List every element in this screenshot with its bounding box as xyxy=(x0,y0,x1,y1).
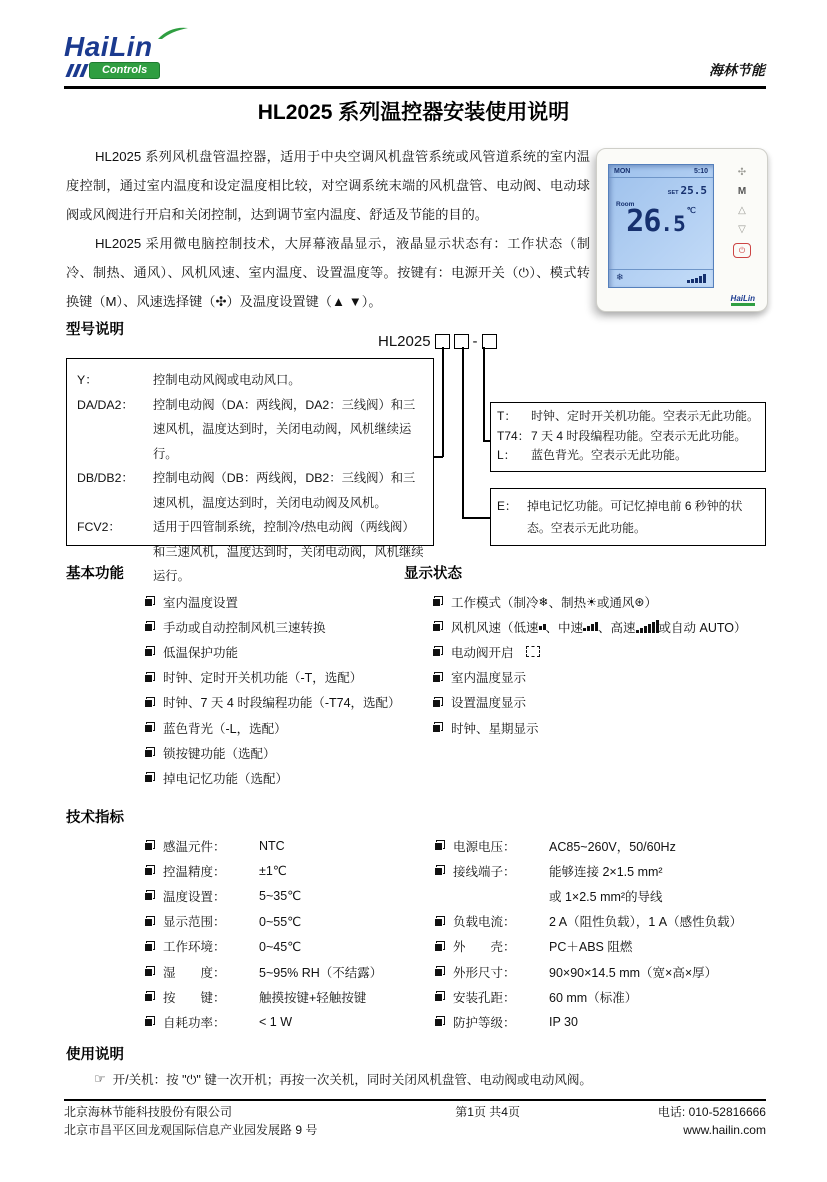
sun-icon: ☀ xyxy=(586,594,597,609)
up-button-icon: △ xyxy=(738,205,746,216)
lcd-status-row xyxy=(609,269,713,287)
spec-row xyxy=(434,934,742,959)
model-item xyxy=(497,446,759,466)
fan-speed-bars-icon xyxy=(687,274,706,283)
spec-value: 5~35℃ xyxy=(259,889,302,904)
list-item-text: 设置温度显示 xyxy=(451,696,527,711)
pointing-hand-icon: ☞ xyxy=(94,1071,106,1086)
model-item-label: Y： xyxy=(77,373,98,387)
list-item xyxy=(144,589,401,614)
spec-value: 90×90×14.5 mm（宽×高×厚） xyxy=(549,965,718,980)
mode-text: 、制热 xyxy=(548,595,587,610)
model-heading: 型号说明 xyxy=(66,322,124,338)
square-bullet-icon xyxy=(432,672,443,683)
connector-line xyxy=(483,347,485,441)
square-bullet-icon xyxy=(432,697,443,708)
spec-value: 或 1×2.5 mm²的导线 xyxy=(549,889,663,904)
spec-value: AC85~260V，50/60Hz xyxy=(549,839,676,854)
list-item-text: 时钟、定时开关机功能（-T，选配） xyxy=(163,671,363,686)
device-brand-bar xyxy=(731,303,755,306)
spec-label: 外形尺寸： xyxy=(453,965,516,980)
model-item xyxy=(77,393,425,467)
list-item xyxy=(432,639,747,664)
spec-label: 控温精度： xyxy=(163,864,226,879)
list-item xyxy=(432,690,747,715)
brand-cn-text: 海林节能 xyxy=(709,62,765,78)
device-brand-logo xyxy=(731,295,755,306)
spec-row xyxy=(434,984,742,1009)
list-item-text: 锁按键功能（选配） xyxy=(163,746,276,761)
list-item-text: 掉电记忆功能（选配） xyxy=(163,771,289,786)
model-item-text: 时钟、定时开关机功能。空表示无此功能。 xyxy=(531,409,760,423)
model-item xyxy=(77,515,425,589)
model-code-text: HL2025 xyxy=(378,333,431,350)
mode-text: ） xyxy=(644,595,657,610)
footer-company: 北京海林节能科技股份有限公司 xyxy=(64,1105,233,1119)
spec-row xyxy=(144,909,382,934)
leaf-icon xyxy=(156,26,190,40)
lcd-time: 5:10 xyxy=(693,168,708,175)
mode-text: 或通风 xyxy=(596,595,635,610)
spec-value: IP 30 xyxy=(549,1014,578,1029)
intro-para-2: HL2025 采用微电脑控制技术，大屏幕液晶显示，液晶显示状态有：工作状态（制冷、制热、通风）、风机风速、室内温度、设置温度等。按键有：电源开关（⏻）、模式转换键（M）、风速选择键（✣）及温度设置键（▲ ▼）。 xyxy=(66,236,590,309)
specs-right-list xyxy=(434,833,742,1035)
specs-left-list xyxy=(144,833,382,1035)
square-bullet-icon xyxy=(434,916,445,927)
intro-para-1: HL2025 系列风机盘管温控器，适用于中央空调风机盘管系统或风管道系统的室内温度控制，通过室内温度和设定温度相比较，对空调系统末端的风机盘管、电动阀、电动球阀或风阀进行开启和关闭控制，达到调节室内温度、舒适及节能的目的。 xyxy=(66,149,590,222)
lcd-temp-int: 26 xyxy=(626,204,661,239)
power-button xyxy=(733,243,751,258)
fan-button-icon: ✣ xyxy=(737,167,747,178)
specs-heading: 技术指标 xyxy=(66,810,124,826)
square-bullet-icon xyxy=(432,722,443,733)
spec-row xyxy=(144,984,382,1009)
model-item-label: FCV2： xyxy=(77,520,121,534)
list-item-text: 蓝色背光（-L，选配） xyxy=(163,721,287,736)
footer-website: www.hailin.com xyxy=(683,1122,766,1137)
model-item xyxy=(497,495,759,539)
lcd-set-value: 25.5 xyxy=(680,184,707,197)
list-item xyxy=(144,715,401,740)
spec-row xyxy=(144,833,382,858)
fan-text: 风机风速（低速 xyxy=(451,620,539,635)
model-code xyxy=(378,333,497,350)
spec-value: PC＋ABS 阻燃 xyxy=(549,940,633,955)
square-bullet-icon xyxy=(434,840,445,851)
square-bullet-icon xyxy=(144,890,155,901)
spec-value: 能够连接 2×1.5 mm² xyxy=(549,864,663,879)
device-brand-text: HaiLin xyxy=(730,294,755,303)
spec-row xyxy=(144,1009,382,1034)
spec-row xyxy=(434,1009,742,1034)
usage-item xyxy=(94,1070,592,1088)
spec-value: ±1℃ xyxy=(259,864,287,879)
basic-list xyxy=(144,589,401,791)
lcd-day: MON xyxy=(614,168,631,175)
square-bullet-icon xyxy=(432,596,443,607)
spec-value: 5~95% RH（不结露） xyxy=(259,965,383,980)
footer-phone: 电话: 010-52816666 xyxy=(657,1105,766,1119)
spec-label: 显示范围： xyxy=(163,915,226,930)
footer xyxy=(64,1104,766,1139)
spec-label: 外 壳： xyxy=(453,940,516,955)
list-item xyxy=(144,639,401,664)
fan-speed-mid-icon xyxy=(583,622,598,631)
square-bullet-icon xyxy=(144,991,155,1002)
list-item-text: 室内温度设置 xyxy=(163,595,239,610)
usage-item-text: 开/关机：按 "⏻" 键一次开机；再按一次关机，同时关闭风机盘管、电动阀或电动风阀。 xyxy=(112,1073,592,1087)
footer-rule xyxy=(64,1099,766,1101)
lcd-top-row xyxy=(609,165,713,178)
model-item-label: L： xyxy=(497,448,516,462)
model-box-t xyxy=(490,402,766,472)
lcd-temp-unit: ℃ xyxy=(686,206,696,215)
list-item-text: 低温保护功能 xyxy=(163,645,239,660)
spec-label: 自耗功率： xyxy=(163,1015,226,1030)
spec-value: < 1 W xyxy=(259,1014,292,1029)
square-bullet-icon xyxy=(144,865,155,876)
connector-line xyxy=(434,456,443,458)
footer-address: 北京市昌平区回龙观国际信息产业园发展路 9 号 xyxy=(64,1122,318,1137)
valve-open-icon xyxy=(526,646,540,657)
list-item-text: 电动阀开启 xyxy=(451,645,514,660)
lcd-room-label: Room xyxy=(616,201,635,208)
footer-contact-block xyxy=(658,1104,766,1139)
spec-value: 触摸按键+轻触按键 xyxy=(259,990,367,1005)
model-item-text: 控制电动阀（DB：两线阀，DB2：三线阀）和三速风机，温度达到时，关闭电动阀及风机。 xyxy=(153,471,416,510)
square-bullet-icon xyxy=(434,966,445,977)
connector-line xyxy=(483,440,490,442)
snowflake-icon: ❄ xyxy=(538,594,549,609)
spec-row xyxy=(434,833,742,858)
lcd-temp-sep: . xyxy=(660,212,674,236)
square-bullet-icon xyxy=(144,966,155,977)
model-item-label: DA/DA2： xyxy=(77,397,134,412)
list-item-text: 时钟、星期显示 xyxy=(451,721,539,736)
square-bullet-icon xyxy=(144,697,155,708)
fan-icon: ⊛ xyxy=(634,594,645,609)
intro-paragraphs xyxy=(66,142,590,316)
thermostat-photo xyxy=(596,148,768,312)
footer-company-block xyxy=(64,1104,317,1139)
list-item xyxy=(432,715,747,740)
square-bullet-icon xyxy=(434,991,445,1002)
square-bullet-icon xyxy=(144,941,155,952)
model-box-e xyxy=(490,488,766,546)
list-item xyxy=(144,614,401,639)
spec-label: 安装孔距： xyxy=(453,990,516,1005)
list-item xyxy=(432,589,747,614)
mode-button: M xyxy=(737,186,747,197)
model-dash: - xyxy=(472,333,478,350)
logo-controls-label: Controls xyxy=(89,62,160,79)
model-item-label: E： xyxy=(497,499,517,513)
lcd-set-label: SET xyxy=(667,190,679,196)
spec-label: 负载电流： xyxy=(453,915,516,930)
square-bullet-icon xyxy=(144,772,155,783)
model-item-label: T： xyxy=(497,409,517,423)
square-bullet-icon xyxy=(144,646,155,657)
square-bullet-icon xyxy=(144,596,155,607)
square-bullet-icon xyxy=(434,865,445,876)
logo-controls-row xyxy=(68,62,160,79)
hailin-logo xyxy=(64,33,160,79)
spec-value: 60 mm（标准） xyxy=(549,990,638,1005)
spec-row xyxy=(434,909,742,934)
spec-label: 温度设置： xyxy=(163,889,226,904)
fan-text: 、高速 xyxy=(598,620,636,635)
model-item-text: 控制电动阀（DA：两线阀，DA2：三线阀）和三速风机，温度达到时，关闭电动阀，风机继续运行。 xyxy=(153,397,416,461)
list-item xyxy=(144,690,401,715)
mode-text: 工作模式（制冷 xyxy=(451,595,539,610)
model-item-label: T74： xyxy=(497,428,530,443)
square-bullet-icon xyxy=(144,672,155,683)
square-bullet-icon xyxy=(434,941,445,952)
model-item xyxy=(497,407,759,427)
usage-heading: 使用说明 xyxy=(66,1047,124,1063)
square-bullet-icon xyxy=(144,1016,155,1027)
footer-page-number: 第1页 共4页 xyxy=(455,1105,520,1119)
list-item-text xyxy=(451,618,747,636)
spec-value: 0~55℃ xyxy=(259,914,302,929)
spec-label: 工作环境： xyxy=(163,940,226,955)
spec-label: 感温元件： xyxy=(163,839,226,854)
list-item-text: 时钟、7 天 4 时段编程功能（-T74，选配） xyxy=(163,696,401,711)
thermostat-buttons xyxy=(724,167,760,258)
spec-value: NTC xyxy=(259,838,285,853)
connector-line xyxy=(442,347,444,457)
logo-wordmark: HaiLin xyxy=(64,31,153,62)
list-item-text xyxy=(451,593,657,611)
list-item xyxy=(144,665,401,690)
spec-label: 按 键： xyxy=(163,990,226,1005)
square-bullet-icon xyxy=(144,722,155,733)
spec-row xyxy=(434,883,742,908)
down-button-icon: ▽ xyxy=(738,224,746,235)
display-list xyxy=(432,589,747,740)
spec-row xyxy=(144,959,382,984)
list-item xyxy=(432,665,747,690)
square-bullet-icon xyxy=(144,916,155,927)
square-bullet-icon xyxy=(432,646,443,657)
snowflake-icon: ❄ xyxy=(616,272,624,282)
model-item xyxy=(77,368,425,393)
basic-heading: 基本功能 xyxy=(66,566,124,582)
fan-text: 或自动 AUTO） xyxy=(658,620,747,635)
fan-speed-high-icon xyxy=(636,620,659,633)
model-item xyxy=(77,466,425,515)
model-item-text: 控制电动风阀或电动风口。 xyxy=(153,373,301,387)
page-title: HL2025 系列温控器安装使用说明 xyxy=(257,101,570,124)
model-item-text: 适用于四管制系统，控制冷/热电动阀（两线阀）和三速风机，温度达到时，关闭电动阀，风机继续运行。 xyxy=(153,520,424,583)
fan-text: 、中速 xyxy=(545,620,584,635)
model-item xyxy=(497,427,759,447)
display-heading: 显示状态 xyxy=(404,566,462,582)
spec-label: 接线端子： xyxy=(453,864,516,879)
spec-value: 2 A（阻性负载），1 A（感性负载） xyxy=(549,915,743,930)
connector-line xyxy=(462,517,490,519)
list-item-text: 室内温度显示 xyxy=(451,671,527,686)
lcd-temp-dec: 5 xyxy=(673,212,686,236)
square-bullet-icon xyxy=(432,621,443,632)
spec-row xyxy=(144,934,382,959)
model-item-text: 掉电记忆功能。可记忆掉电前 6 秒钟的状态。空表示无此功能。 xyxy=(527,499,743,535)
model-item-text: 7 天 4 时段编程功能。空表示无此功能。 xyxy=(531,428,747,443)
list-item xyxy=(144,765,401,790)
thermostat-lcd xyxy=(608,164,714,288)
spec-row xyxy=(434,959,742,984)
square-bullet-icon xyxy=(144,840,155,851)
spec-label: 电源电压： xyxy=(453,839,516,854)
model-item-text: 蓝色背光。空表示无此功能。 xyxy=(531,448,688,462)
spec-row xyxy=(434,858,742,883)
spec-row xyxy=(144,858,382,883)
power-icon: ⏻ xyxy=(738,245,746,255)
list-item-text: 手动或自动控制风机三速转换 xyxy=(163,620,326,635)
spec-value: 0~45℃ xyxy=(259,939,302,954)
spec-label: 防护等级： xyxy=(453,1015,516,1030)
model-item-label: DB/DB2： xyxy=(77,471,134,485)
fan-speed-low-icon xyxy=(539,624,546,630)
lcd-room-temp xyxy=(609,204,713,239)
list-item xyxy=(144,740,401,765)
lcd-set-temp xyxy=(609,178,713,199)
spec-row xyxy=(144,883,382,908)
spec-label: 湿 度： xyxy=(163,965,226,980)
list-item xyxy=(432,614,747,639)
square-bullet-icon xyxy=(144,621,155,632)
square-bullet-icon xyxy=(144,747,155,758)
header-rule xyxy=(64,86,766,89)
connector-line xyxy=(462,347,464,518)
square-bullet-icon xyxy=(434,1016,445,1027)
